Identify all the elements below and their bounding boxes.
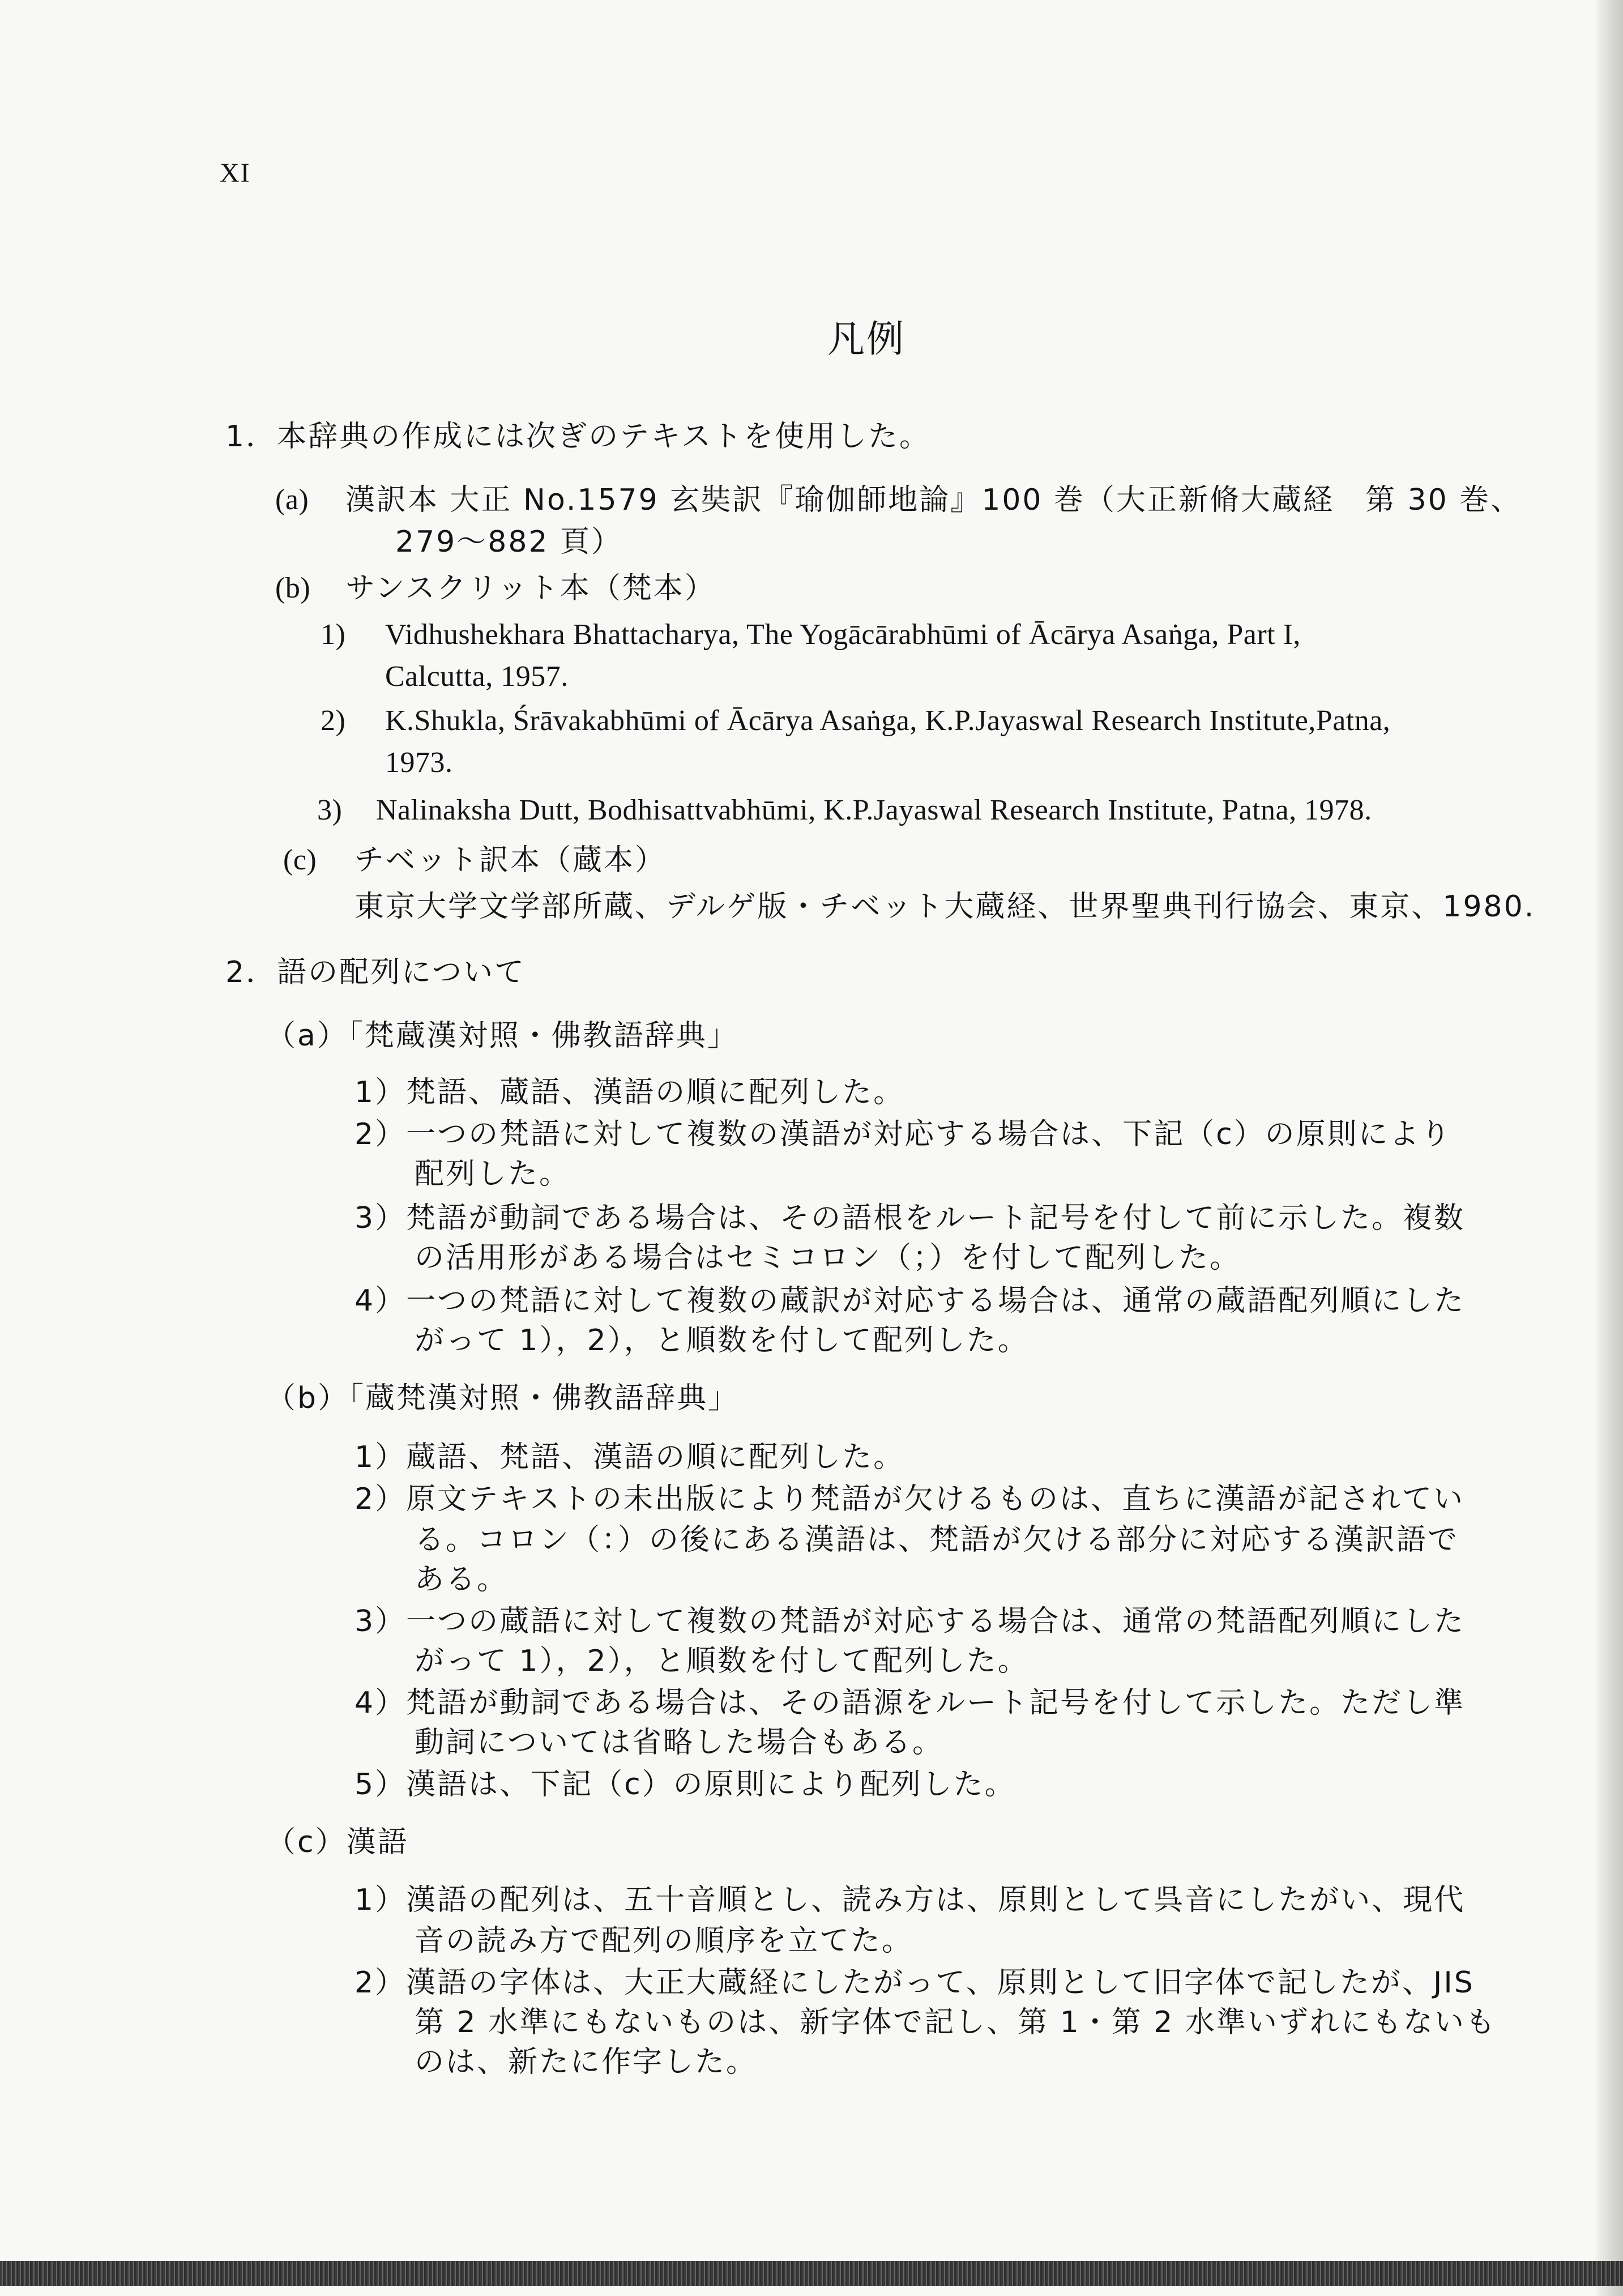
page-number: XI: [220, 158, 251, 188]
section2-a-item: 4）一つの梵語に対して複数の蔵訳が対応する場合は、通常の蔵語配列順にした: [355, 1284, 1466, 1318]
section1-b3-line1: Nalinaksha Dutt, Bodhisattvabhūmi, K.P.Jayaswal Research Institute, Patna, 1978.: [376, 794, 1372, 826]
section1-b3-number: 3): [317, 794, 343, 826]
section2-a-item: がって 1），2），と順数を付して配列した。: [415, 1324, 1029, 1358]
section2-c-item: 第 2 水準にもないものは、新字体で記し、第 1・第 2 水準いずれにもないも: [415, 2005, 1497, 2039]
section1-c-line: 東京大学文学部所蔵、デルゲ版・チベット大蔵経、世界聖典刊行協会、東京、1980.: [355, 890, 1536, 924]
section1-b2-line1: K.Shukla, Śrāvakabhūmi of Ācārya Asaṅga, K.P.Jayaswal Research Institute,Patna,: [385, 705, 1391, 737]
section2-b-item: 4）梵語が動詞である場合は、その語源をルート記号を付して示した。ただし準: [355, 1686, 1466, 1720]
section2-a-item: 2）一つの梵語に対して複数の漢語が対応する場合は、下記（c）の原則により: [355, 1117, 1452, 1151]
section1-c-marker: (c): [283, 844, 317, 876]
section2-a-item: 配列した。: [415, 1157, 571, 1191]
section2-c-item: 2）漢語の字体は、大正大蔵経にしたがって、原則として旧字体で記したが、JIS: [355, 1966, 1475, 2000]
section2-b-item: 動詞については省略した場合もある。: [415, 1726, 943, 1760]
section2-b-item: 3）一つの蔵語に対して複数の梵語が対応する場合は、通常の梵語配列順にした: [355, 1604, 1466, 1638]
section1-b-marker: (b): [275, 572, 311, 604]
section1-b1-line2: Calcutta, 1957.: [385, 660, 569, 693]
section1-heading: 1．本辞典の作成には次ぎのテキストを使用した。: [225, 420, 931, 454]
section2-b-item: がって 1），2），と順数を付して配列した。: [415, 1644, 1029, 1678]
section2-a-item: 3）梵語が動詞である場合は、その語根をルート記号を付して前に示した。複数: [355, 1201, 1466, 1235]
section1-c-text: チベット訳本（蔵本）: [355, 843, 667, 877]
section2-b-item: る。コロン（：）の後にある漢語は、梵語が欠ける部分に対応する漢訳語で: [415, 1523, 1459, 1557]
section2-b-item: 1）蔵語、梵語、漢語の順に配列した。: [355, 1440, 905, 1474]
section2-c-item: 音の読み方で配列の順序を立てた。: [415, 1924, 913, 1958]
section2-a-item: の活用形がある場合はセミコロン（；）を付して配列した。: [415, 1241, 1241, 1275]
section2-b-item: ある。: [415, 1563, 509, 1597]
section2-a-item: 1）梵語、蔵語、漢語の順に配列した。: [355, 1076, 905, 1109]
scan-bottom-band: [0, 2261, 1623, 2286]
section2-heading: 2．語の配列について: [225, 955, 526, 989]
section2-c-heading: （c）漢語: [266, 1825, 409, 1859]
section2-c-item: 1）漢語の配列は、五十音順とし、読み方は、原則として呉音にしたがい、現代: [355, 1883, 1466, 1917]
page-title: 凡例: [827, 317, 906, 361]
section2-a-heading: （a）「梵蔵漢対照・佛教語辞典」: [266, 1019, 738, 1053]
section2-c-item: のは、新たに作字した。: [415, 2045, 758, 2079]
section1-b-text: サンスクリット本（梵本）: [345, 571, 716, 605]
section2-b-item: 2）原文テキストの未出版により梵語が欠けるものは、直ちに漢語が記されてい: [355, 1482, 1465, 1516]
section2-b-heading: （b）「蔵梵漢対照・佛教語辞典」: [266, 1381, 740, 1415]
section2-b-item: 5）漢語は、下記（c）の原則により配列した。: [355, 1768, 1016, 1802]
section1-b1-line1: Vidhushekhara Bhattacharya, The Yogācārabhūmi of Ācārya Asaṅga, Part I,: [385, 618, 1301, 651]
section1-b2-line2: 1973.: [385, 746, 453, 779]
section1-a-line2: 279～882 頁）: [395, 525, 623, 559]
section1-b2-number: 2): [321, 705, 346, 737]
section1-b1-number: 1): [321, 618, 346, 651]
section1-a-marker: (a): [275, 484, 309, 516]
section1-a-line1: 漢訳本 大正 No.1579 玄奘訳『瑜伽師地論』100 巻（大正新脩大蔵経 第 30 巻、: [345, 483, 1522, 517]
